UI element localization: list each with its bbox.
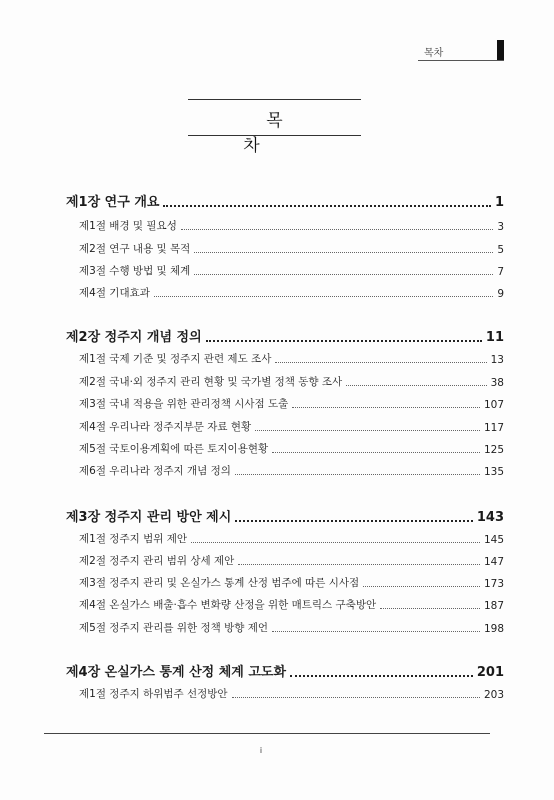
dot-leader <box>238 563 480 565</box>
title-top-rule <box>188 99 361 100</box>
section-page: 9 <box>497 288 504 300</box>
section-title: 제3절 수행 방법 및 체계 <box>79 265 191 277</box>
toc-section[interactable] <box>66 263 504 278</box>
dot-leader <box>290 674 473 677</box>
section-page: 187 <box>483 600 504 612</box>
section-title: 제1절 배경 및 필요성 <box>79 220 177 232</box>
toc-section[interactable] <box>66 351 504 366</box>
section-title: 제4절 온실가스 배출·흡수 변화량 산정을 위한 매트릭스 구축방안 <box>79 599 377 611</box>
section-page: 198 <box>483 623 504 635</box>
chapter-page: 1 <box>494 195 504 210</box>
chapter-title: 제2장 정주지 개념 정의 <box>66 330 202 345</box>
section-page: 13 <box>490 354 504 366</box>
toc-section[interactable] <box>66 597 504 612</box>
toc-section[interactable] <box>66 374 504 389</box>
dot-leader <box>255 429 480 431</box>
dot-leader <box>163 204 491 207</box>
header-bar <box>497 40 504 60</box>
section-page: 5 <box>497 244 504 256</box>
page-number: i <box>259 746 263 755</box>
toc-section[interactable] <box>66 531 504 546</box>
dot-leader <box>380 607 480 609</box>
header-label: 목차 <box>424 48 444 59</box>
section-title: 제5절 정주지 관리를 위한 정책 방향 제언 <box>79 622 268 634</box>
toc-section[interactable] <box>66 396 504 411</box>
chapter-page: 143 <box>476 510 504 525</box>
toc-section[interactable] <box>66 463 504 478</box>
section-page: 125 <box>483 444 504 456</box>
section-page: 107 <box>483 399 504 411</box>
toc-chapter-1[interactable] <box>66 191 504 210</box>
section-title: 제6절 우리나라 정주지 개념 정의 <box>79 465 231 477</box>
section-page: 173 <box>483 578 504 590</box>
section-title: 제1절 정주지 범위 제안 <box>79 533 187 545</box>
header-rule <box>418 60 504 61</box>
dot-leader <box>194 273 493 275</box>
dot-leader <box>191 541 480 543</box>
dot-leader <box>235 473 480 475</box>
dot-leader <box>272 630 480 632</box>
page-title: 목 차 <box>243 111 329 156</box>
section-page: 38 <box>490 377 504 389</box>
dot-leader <box>235 519 473 522</box>
section-title: 제1절 정주지 하위범주 선정방안 <box>79 688 228 700</box>
dot-leader <box>346 384 486 386</box>
section-page: 145 <box>483 534 504 546</box>
section-title: 제2절 연구 내용 및 목적 <box>79 243 191 255</box>
section-page: 203 <box>483 689 504 701</box>
section-title: 제4절 기대효과 <box>79 287 150 299</box>
toc-section[interactable] <box>66 686 504 701</box>
toc-section[interactable] <box>66 620 504 635</box>
chapter-page: 11 <box>485 330 504 345</box>
section-title: 제3절 국내 적용을 위한 관리정책 시사점 도출 <box>79 398 289 410</box>
section-page: 135 <box>483 466 504 478</box>
chapter-title: 제4장 온실가스 통계 산정 체계 고도화 <box>66 665 287 680</box>
section-title: 제2절 국내·외 정주지 관리 현황 및 국가별 정책 동향 조사 <box>79 376 343 388</box>
section-title: 제3절 정주지 관리 및 온실가스 통계 산정 범주에 따른 시사점 <box>79 577 360 589</box>
dot-leader <box>275 361 486 363</box>
chapter-title: 제1장 연구 개요 <box>66 195 160 210</box>
dot-leader <box>272 451 480 453</box>
section-title: 제1절 국제 기준 및 정주지 관련 제도 조사 <box>79 353 272 365</box>
toc-section[interactable] <box>66 419 504 434</box>
section-page: 7 <box>497 266 504 278</box>
chapter-page: 201 <box>476 665 504 680</box>
dot-leader <box>206 339 482 342</box>
footer-rule <box>44 733 490 734</box>
chapter-title: 제3장 정주지 관리 방안 제시 <box>66 510 232 525</box>
dot-leader <box>292 406 480 408</box>
toc-section[interactable] <box>66 241 504 256</box>
dot-leader <box>154 295 493 297</box>
title-bottom-rule <box>188 135 361 136</box>
toc-section[interactable] <box>66 218 504 233</box>
dot-leader <box>181 228 493 230</box>
toc-chapter-2[interactable] <box>66 326 504 345</box>
section-title: 제2절 정주지 관리 범위 상세 제안 <box>79 555 235 567</box>
toc-section[interactable] <box>66 285 504 300</box>
section-title: 제4절 우리나라 정주지부문 자료 현황 <box>79 421 252 433</box>
toc-chapter-3[interactable] <box>66 506 504 525</box>
toc-chapter-4[interactable] <box>66 661 504 680</box>
toc-section[interactable] <box>66 575 504 590</box>
section-page: 117 <box>483 422 504 434</box>
dot-leader <box>232 696 480 698</box>
dot-leader <box>194 251 493 253</box>
dot-leader <box>363 585 480 587</box>
toc-section[interactable] <box>66 441 504 456</box>
section-title: 제5절 국토이용계획에 따른 토지이용현황 <box>79 443 269 455</box>
section-page: 3 <box>497 221 504 233</box>
section-page: 147 <box>483 556 504 568</box>
toc-section[interactable] <box>66 553 504 568</box>
